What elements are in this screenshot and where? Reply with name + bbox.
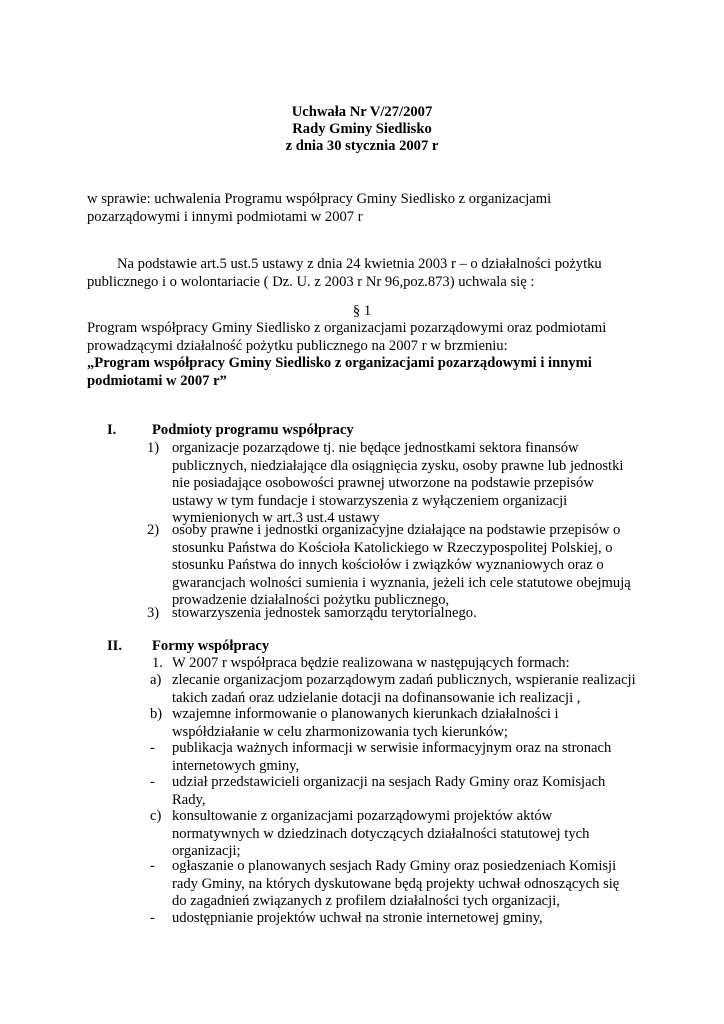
subject-line: w sprawie: uchwalenia Programu współpracy Gminy Siedlisko z organizacjami	[87, 191, 552, 207]
list-item-line: wymienionych w art.3 ust.4 ustawy	[172, 510, 380, 526]
list-intro-text	[172, 655, 652, 673]
list-item-line: konsultowanie z organizacjami pozarządowymi projektów aktów	[172, 808, 553, 824]
list-item-line: publicznych, niedziałające dla osiągnięcia zysku, osoby prawne lub jednostki	[172, 457, 624, 474]
section-2-number: II.	[107, 638, 123, 654]
list-item-line: do zagadnień związanych z profilem działalności tych organizacji,	[172, 893, 560, 909]
subject-line: pozarządowymi i innymi podmiotami w 2007 r	[87, 209, 363, 225]
list-item-line: publikacja ważnych informacji w serwisie informacyjnym oraz na stronach	[172, 740, 612, 756]
dash-marker: -	[150, 910, 155, 926]
list-item-line: gwarancjach wolności sumienia i wyznania, jeżeli ich cele statutowe obejmują	[172, 574, 631, 591]
program-name-line: „Program współpracy Gminy Siedlisko z organizacjami pozarządowymi i innymi	[87, 355, 592, 371]
list-item-line: prowadzenie działalności pożytku publicznego,	[172, 592, 450, 608]
program-line: prowadzącymi działalność pożytku publicznego na 2007 r w brzmieniu:	[87, 337, 508, 354]
list-marker: c)	[150, 808, 162, 824]
program-name-line: podmiotami w 2007 r”	[87, 372, 227, 389]
dash-marker: -	[150, 774, 155, 790]
list-item-line: organizacji;	[172, 843, 241, 859]
resolution-title	[0, 104, 724, 155]
resolution-subject	[87, 190, 647, 226]
list-marker: a)	[150, 672, 162, 688]
list-item-text	[172, 774, 652, 809]
list-item-line: rady Gminy, na których dyskutowane będą projekty uchwał odnoszących się	[172, 875, 620, 892]
list-marker: b)	[150, 706, 163, 722]
list-item-line: takich zadań oraz udzielanie dotacji na dofinansowanie ich realizacji ,	[172, 689, 581, 706]
list-item-text	[172, 858, 652, 911]
list-item-text	[172, 910, 652, 928]
list-item-text	[172, 605, 652, 623]
list-item-line: internetowych gminy,	[172, 757, 300, 774]
title-line-2: Rady Gminy Siedlisko	[292, 121, 432, 137]
legal-basis	[87, 255, 647, 291]
section-1-title: Podmioty programu współpracy	[152, 422, 354, 438]
list-item-text	[172, 522, 652, 610]
list-item-line: współdziałanie w celu zharmonizowania tych kierunków;	[172, 723, 508, 740]
list-item-line: udział przedstawicieli organizacji na sesjach Rady Gminy oraz Komisjach	[172, 774, 606, 790]
list-item-line: organizacje pozarządowe tj. nie będące jednostkami sektora finansów	[172, 440, 579, 456]
program-line: Program współpracy Gminy Siedlisko z organizacjami pozarządowymi oraz podmiotami	[87, 320, 607, 336]
list-item-text	[172, 440, 652, 528]
list-item-line: udostępnianie projektów uchwał na stronie internetowej gminy,	[172, 910, 543, 926]
list-item-text	[172, 706, 652, 741]
title-line-3: z dnia 30 stycznia 2007 r	[285, 138, 439, 154]
list-item-line: Rady,	[172, 791, 206, 808]
basis-line: Na podstawie art.5 ust.5 ustawy z dnia 24 kwietnia 2003 r – o działalności pożytku	[117, 256, 602, 272]
list-item-line: wzajemne informowanie o planowanych kierunkach działalności i	[172, 706, 559, 722]
list-item-line: normatywnych w dziedzinach dotyczących działalności statutowej tych	[172, 825, 590, 842]
list-intro-line: W 2007 r współpraca będzie realizowana w następujących formach:	[172, 655, 570, 671]
list-item-text	[172, 740, 652, 775]
dash-marker: -	[150, 740, 155, 756]
basis-line: publicznego i o wolontariacie ( Dz. U. z 2003 r Nr 96,poz.873) uchwala się :	[87, 274, 535, 290]
title-line-1: Uchwała Nr V/27/2007	[291, 104, 433, 120]
list-marker: 2)	[147, 522, 160, 538]
list-item-text	[172, 808, 652, 861]
list-item-line: nie posiadające osobowości prawnej utworzone na podstawie przepisów	[172, 475, 594, 491]
section-1-number: I.	[107, 422, 117, 438]
list-item-text	[172, 672, 652, 707]
list-item-line: ogłaszanie o planowanych sesjach Rady Gminy oraz posiedzeniach Komisji	[172, 858, 617, 874]
section-2-title: Formy współpracy	[152, 638, 270, 654]
list-marker: 1.	[152, 655, 163, 671]
list-marker: 1)	[147, 440, 160, 456]
list-item-line: stosunku Państwa do Kościoła Katolickiego w Rzeczypospolitej Polskiej, o	[172, 539, 613, 556]
paragraph-mark: § 1	[352, 303, 372, 319]
list-marker: 3)	[147, 605, 160, 621]
program-statement	[87, 320, 647, 390]
dash-marker: -	[150, 858, 155, 874]
list-item-line: stowarzyszenia jednostek samorządu terytorialnego.	[172, 605, 477, 621]
list-item-line: stosunku Państwa do innych kościołów i związków wyznaniowych oraz o	[172, 557, 604, 573]
list-item-line: ustawy w tym fundacje i stowarzyszenia z wyłączeniem organizacji	[172, 492, 568, 509]
list-item-line: zlecanie organizacjom pozarządowym zadań publicznych, wspieranie realizacji	[172, 672, 636, 688]
list-item-line: osoby prawne i jednostki organizacyjne działające na podstawie przepisów o	[172, 522, 621, 538]
